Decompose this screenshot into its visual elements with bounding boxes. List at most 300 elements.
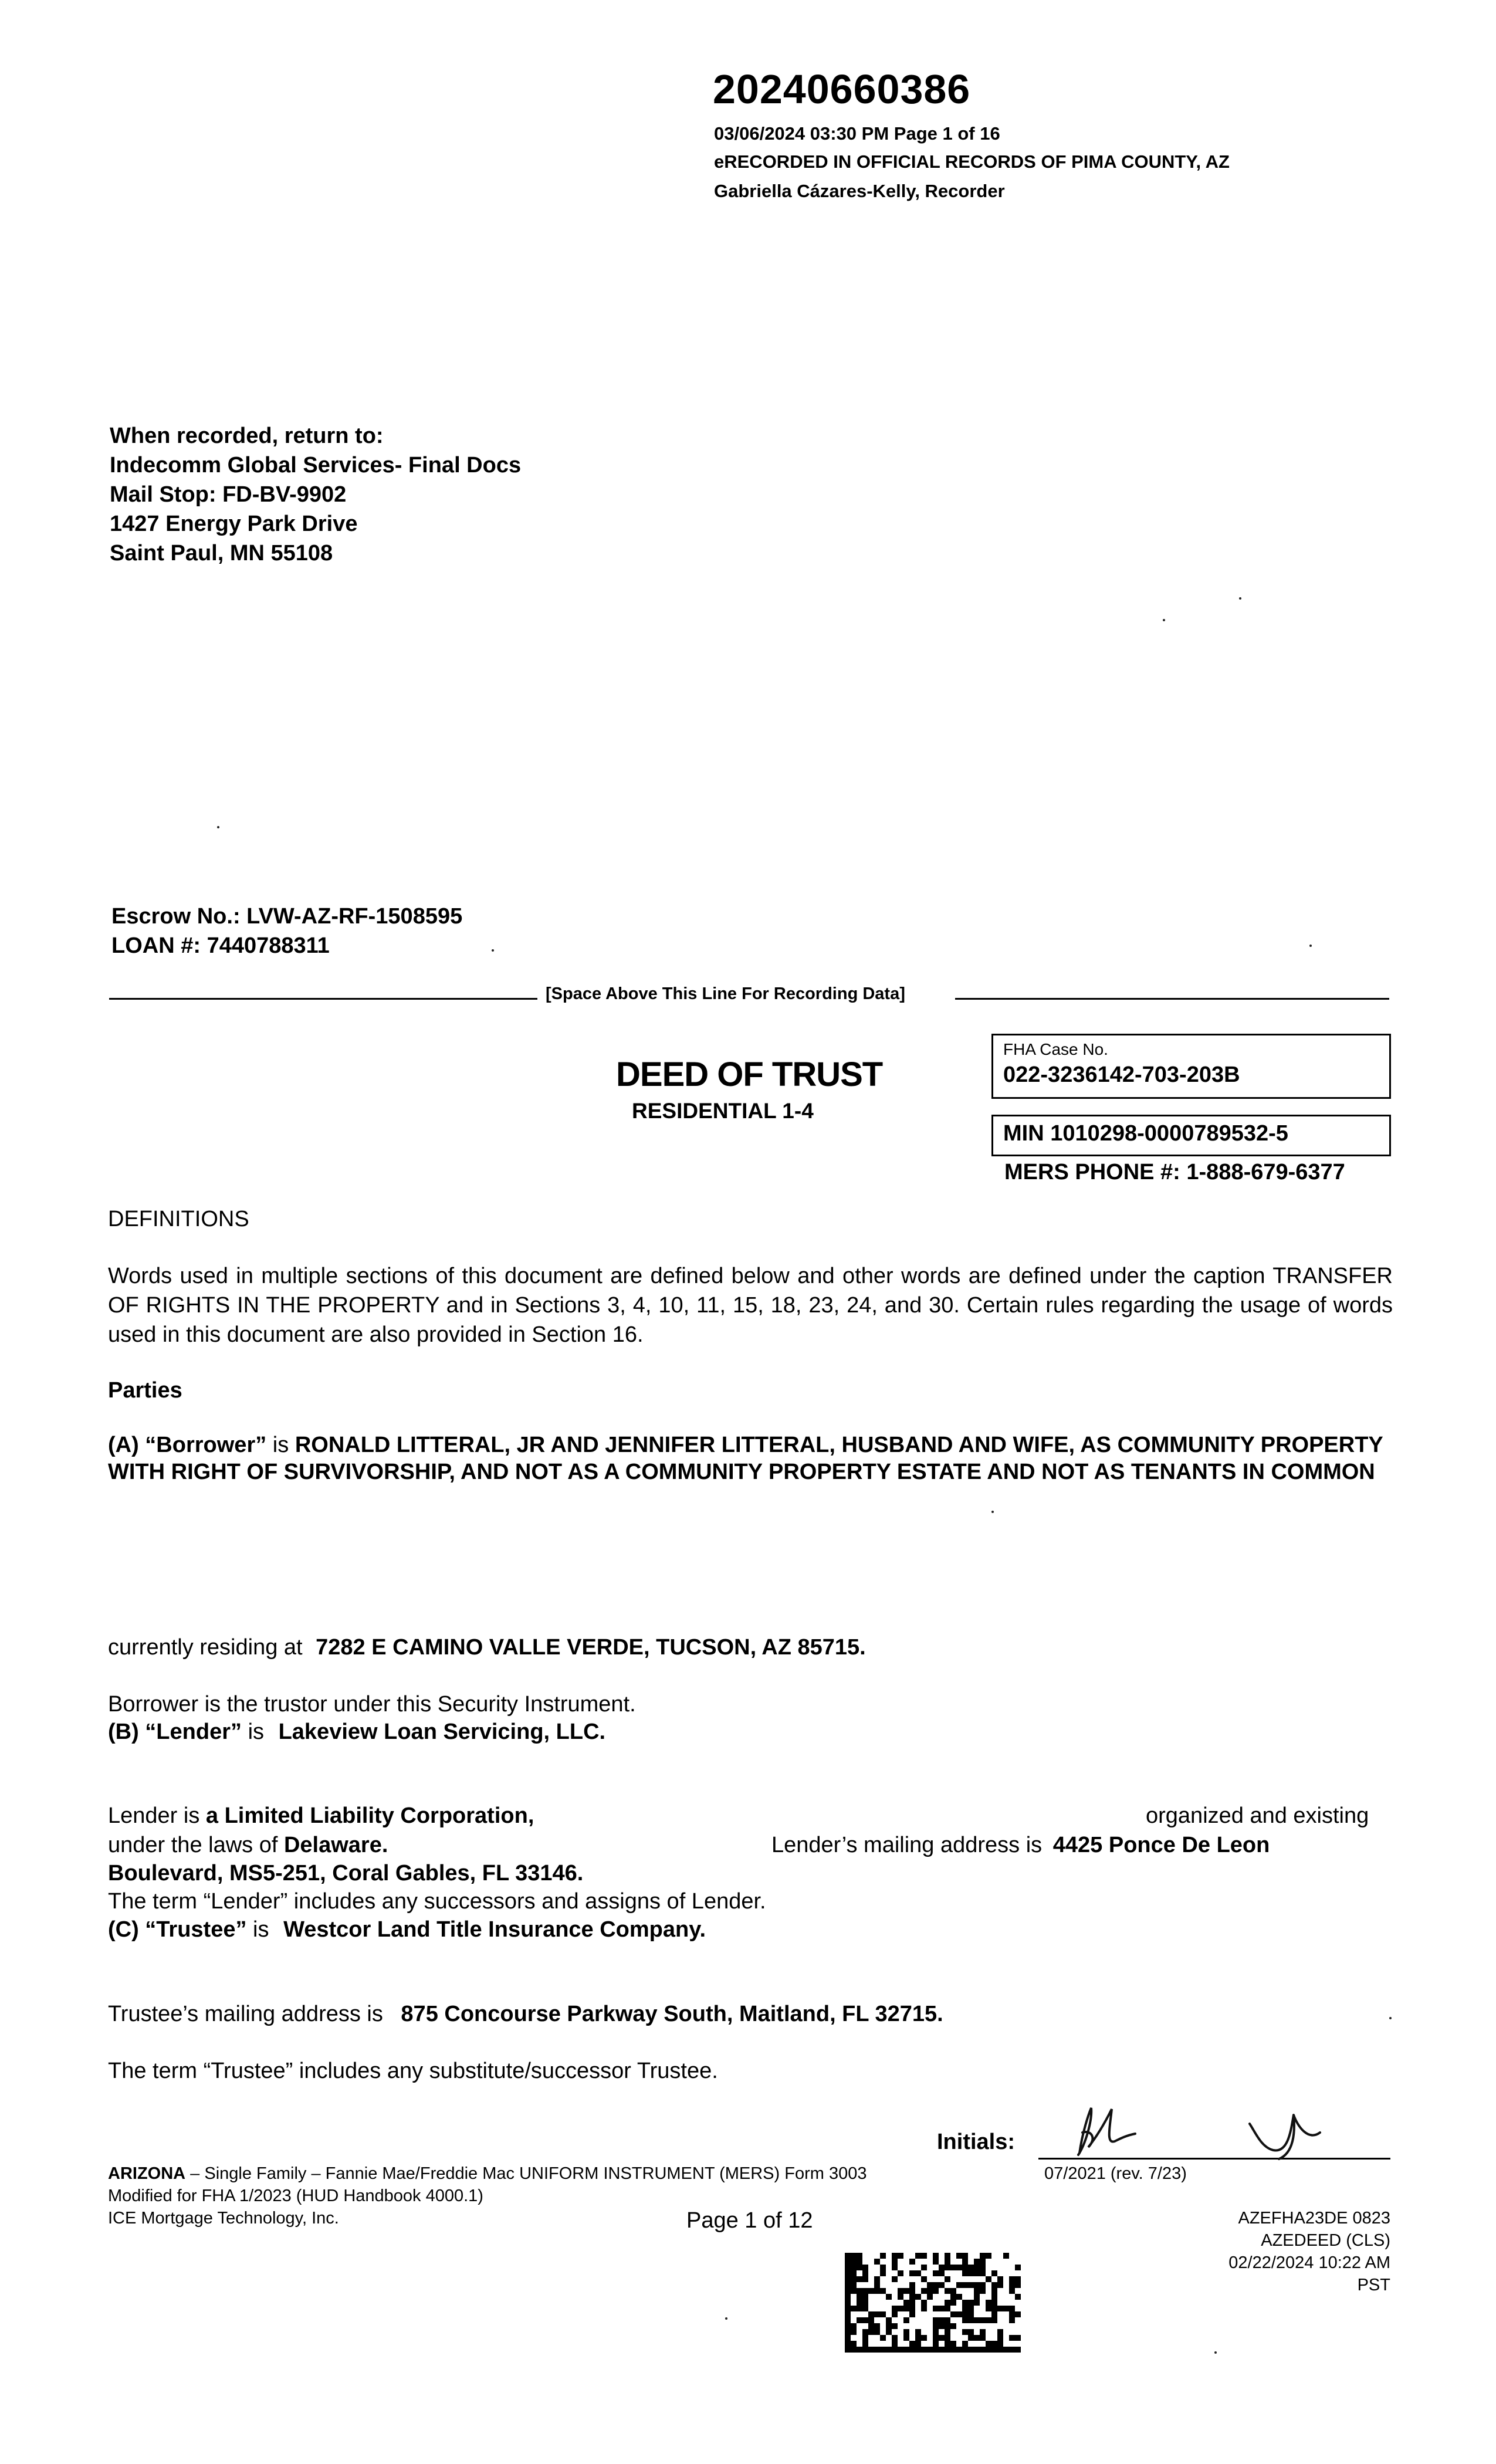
barcode-module	[933, 2329, 939, 2335]
return-to-line: Mail Stop: FD-BV-9902	[110, 482, 347, 507]
recording-office: eRECORDED IN OFFICIAL RECORDS OF PIMA COUNTY, AZ	[714, 151, 1230, 172]
barcode-module	[892, 2323, 898, 2329]
barcode-module	[845, 2335, 851, 2341]
barcode-module	[939, 2270, 945, 2276]
barcode-module	[974, 2270, 980, 2276]
fha-case-label: FHA Case No.	[1003, 1040, 1108, 1058]
barcode-module	[968, 2347, 974, 2353]
trustor-note: Borrower is the trustor under this Security Instrument.	[108, 1692, 636, 1717]
definitions-heading: DEFINITIONS	[108, 1207, 249, 1231]
barcode-module	[962, 2300, 968, 2306]
barcode-module	[886, 2294, 892, 2300]
barcode-module	[933, 2306, 939, 2311]
fha-case-number: 022-3236142-703-203B	[1003, 1062, 1240, 1087]
barcode-module	[1009, 2288, 1015, 2294]
barcode-module	[886, 2347, 892, 2353]
barcode-module	[903, 2300, 909, 2306]
barcode-module	[903, 2329, 909, 2335]
barcode-module	[921, 2300, 927, 2306]
scan-speck	[1163, 619, 1165, 621]
barcode-module	[845, 2270, 851, 2276]
barcode-module	[845, 2306, 851, 2311]
barcode-module	[857, 2288, 862, 2294]
barcode-module	[968, 2306, 974, 2311]
barcode-module	[962, 2282, 968, 2288]
barcode-module	[862, 2276, 868, 2282]
barcode-module	[962, 2347, 968, 2353]
barcode-module	[857, 2265, 862, 2270]
barcode-module	[909, 2270, 915, 2276]
barcode-module	[857, 2300, 862, 2306]
barcode-module	[962, 2311, 968, 2317]
scan-speck	[1309, 945, 1312, 947]
barcode-module	[845, 2259, 851, 2265]
barcode-module	[945, 2300, 950, 2306]
barcode-module	[950, 2300, 956, 2306]
barcode-module	[933, 2259, 939, 2265]
lender-mailing-address-cont: Boulevard, MS5-251, Coral Gables, FL 33146.	[108, 1861, 584, 1886]
barcode-module	[909, 2300, 915, 2306]
barcode-module	[862, 2265, 868, 2270]
fha-case-box	[991, 1034, 1391, 1099]
barcode-module	[909, 2282, 915, 2288]
barcode-module	[986, 2306, 991, 2311]
barcode-module	[980, 2317, 986, 2323]
barcode-module	[857, 2276, 862, 2282]
barcode-module	[903, 2335, 909, 2341]
footer-codes	[1203, 2207, 1390, 2296]
barcode-module	[997, 2341, 1003, 2347]
barcode-module	[986, 2341, 991, 2347]
barcode-module	[903, 2288, 909, 2294]
barcode-module	[991, 2294, 997, 2300]
scan-speck	[492, 949, 494, 952]
barcode-module	[945, 2276, 950, 2282]
barcode-module	[968, 2317, 974, 2323]
barcode-module	[880, 2335, 886, 2341]
barcode-module	[898, 2347, 903, 2353]
barcode-module	[945, 2317, 950, 2323]
barcode-module	[868, 2347, 874, 2353]
barcode-module	[950, 2341, 956, 2347]
barcode-module	[968, 2270, 974, 2276]
barcode-module	[874, 2259, 880, 2265]
barcode-module	[945, 2253, 950, 2259]
barcode-module	[845, 2276, 851, 2282]
recording-datetime: 03/06/2024 03:30 PM Page 1 of 16	[714, 123, 1000, 144]
barcode-module	[986, 2276, 991, 2282]
barcode-module	[950, 2265, 956, 2270]
mers-phone: MERS PHONE #: 1-888-679-6377	[1004, 1160, 1345, 1184]
barcode-module	[857, 2317, 862, 2323]
barcode-module	[980, 2335, 986, 2341]
barcode-module	[962, 2265, 968, 2270]
lender-mailing-address: Lender’s mailing address is 4425 Ponce De Leon	[771, 1833, 1270, 1857]
borrower-name: RONALD LITTERAL, JR AND JENNIFER LITTERAL, HUSBAND AND WIFE, AS COMMUNITY PROPERTY WITH RIGHT OF SURVIVORSHIP, AND NOT AS A COMMUNITY PROPERTY ESTATE AND NOT AS TENANTS IN COMMON	[108, 1433, 1383, 1484]
barcode-module	[962, 2317, 968, 2323]
footer-code: 02/22/2024 10:22 AM PST	[1228, 2253, 1390, 2294]
barcode-module	[874, 2323, 880, 2329]
barcode-module	[874, 2276, 880, 2282]
barcode-module	[880, 2347, 886, 2353]
barcode-module	[862, 2270, 868, 2276]
barcode-module	[945, 2341, 950, 2347]
document-title: DEED OF TRUST	[616, 1055, 883, 1094]
barcode-module	[968, 2300, 974, 2306]
document-subtitle: RESIDENTIAL 1-4	[632, 1099, 814, 1123]
barcode-module	[991, 2300, 997, 2306]
barcode-module	[851, 2306, 857, 2311]
barcode-module	[962, 2259, 968, 2265]
barcode-module	[915, 2294, 921, 2300]
barcode-module	[921, 2335, 927, 2341]
min-box	[991, 1115, 1391, 1156]
lender-definition: (B) “Lender” is Lakeview Loan Servicing, LLC.	[108, 1720, 606, 1744]
barcode-module	[945, 2259, 950, 2265]
scan-speck	[725, 2317, 727, 2320]
barcode-module	[980, 2265, 986, 2270]
barcode-module	[945, 2335, 950, 2341]
barcode-module	[898, 2294, 903, 2300]
escrow-number: Escrow No.: LVW-AZ-RF-1508595	[111, 904, 463, 929]
footer-form-line: ARIZONA – Single Family – Fannie Mae/Freddie Mac UNIFORM INSTRUMENT (MERS) Form 3003	[108, 2164, 867, 2183]
barcode-module	[857, 2347, 862, 2353]
barcode-module	[1009, 2282, 1015, 2288]
scan-speck	[991, 1511, 994, 1513]
barcode-module	[851, 2347, 857, 2353]
barcode-module	[997, 2276, 1003, 2282]
barcode-module	[986, 2300, 991, 2306]
recording-line-left	[109, 998, 537, 1000]
barcode-module	[874, 2329, 880, 2335]
barcode-module	[851, 2270, 857, 2276]
barcode-module	[845, 2288, 851, 2294]
barcode-module	[991, 2282, 997, 2288]
recording-line-right	[955, 998, 1389, 1000]
barcode-module	[909, 2259, 915, 2265]
barcode-module	[956, 2282, 962, 2288]
barcode-module	[1015, 2311, 1021, 2317]
barcode-module	[1003, 2253, 1009, 2259]
barcode-module	[1009, 2317, 1015, 2323]
barcode-module	[892, 2341, 898, 2347]
trustee-definition: (C) “Trustee” is Westcor Land Title Insurance Company.	[108, 1917, 706, 1942]
barcode-module	[892, 2259, 898, 2265]
barcode-module	[915, 2329, 921, 2335]
barcode-module	[974, 2294, 980, 2300]
barcode-module	[933, 2323, 939, 2329]
barcode-module	[939, 2317, 945, 2323]
barcode-module	[974, 2259, 980, 2265]
barcode-module	[909, 2341, 915, 2347]
barcode-module	[968, 2335, 974, 2341]
barcode-module	[851, 2288, 857, 2294]
barcode-module	[898, 2253, 903, 2259]
barcode-module	[880, 2253, 886, 2259]
barcode-module	[956, 2265, 962, 2270]
barcode-module	[974, 2300, 980, 2306]
barcode-module	[945, 2288, 950, 2294]
barcode-module	[845, 2347, 851, 2353]
barcode-module	[939, 2335, 945, 2341]
barcode-module	[950, 2323, 956, 2329]
barcode-module	[950, 2288, 956, 2294]
barcode-module	[986, 2253, 991, 2259]
barcode-module	[945, 2329, 950, 2335]
barcode-module	[874, 2282, 880, 2288]
barcode-module	[857, 2259, 862, 2265]
barcode-module	[939, 2306, 945, 2311]
barcode-module	[915, 2347, 921, 2353]
barcode-module	[933, 2270, 939, 2276]
barcode-module	[956, 2253, 962, 2259]
barcode-module	[892, 2265, 898, 2270]
trustee-term: The term “Trustee” includes any substitute/successor Trustee.	[108, 2059, 718, 2083]
barcode-module	[845, 2329, 851, 2335]
barcode	[845, 2253, 1021, 2353]
barcode-module	[974, 2265, 980, 2270]
barcode-module	[921, 2306, 927, 2311]
barcode-module	[892, 2335, 898, 2341]
footer-company: ICE Mortgage Technology, Inc.	[108, 2209, 339, 2228]
lender-state: under the laws of Delaware.	[108, 1833, 388, 1857]
barcode-module	[909, 2347, 915, 2353]
barcode-module	[915, 2270, 921, 2276]
barcode-module	[851, 2253, 857, 2259]
barcode-module	[862, 2347, 868, 2353]
trustee-mailing-address: Trustee’s mailing address is 875 Concourse Parkway South, Maitland, FL 32715.	[108, 2002, 943, 2026]
parties-heading: Parties	[108, 1378, 182, 1403]
barcode-module	[980, 2270, 986, 2276]
barcode-module	[874, 2311, 880, 2317]
barcode-module	[1003, 2306, 1009, 2311]
lender-entity: Lender is a Limited Liability Corporation,	[108, 1803, 534, 1828]
barcode-module	[857, 2253, 862, 2259]
barcode-module	[903, 2306, 909, 2311]
barcode-module	[962, 2270, 968, 2276]
trustee-name: Westcor Land Title Insurance Company.	[283, 1917, 706, 1942]
barcode-module	[868, 2317, 874, 2323]
barcode-module	[909, 2306, 915, 2311]
lender-term: The term “Lender” includes any successors and assigns of Lender.	[108, 1889, 766, 1914]
barcode-module	[851, 2259, 857, 2265]
barcode-module	[997, 2329, 1003, 2335]
barcode-module	[851, 2341, 857, 2347]
barcode-module	[845, 2341, 851, 2347]
barcode-module	[851, 2323, 857, 2329]
barcode-module	[956, 2347, 962, 2353]
barcode-module	[933, 2335, 939, 2341]
barcode-module	[909, 2311, 915, 2317]
barcode-module	[968, 2311, 974, 2317]
barcode-module	[974, 2347, 980, 2353]
recording-number: 20240660386	[713, 66, 971, 112]
barcode-module	[880, 2265, 886, 2270]
barcode-module	[956, 2294, 962, 2300]
barcode-module	[868, 2329, 874, 2335]
barcode-module	[886, 2323, 892, 2329]
barcode-module	[857, 2294, 862, 2300]
min-number: MIN 1010298-0000789532-5	[1003, 1121, 1288, 1146]
barcode-module	[868, 2311, 874, 2317]
barcode-module	[921, 2347, 927, 2353]
barcode-module	[968, 2282, 974, 2288]
barcode-module	[939, 2347, 945, 2353]
barcode-module	[1015, 2347, 1021, 2353]
barcode-module	[997, 2282, 1003, 2288]
barcode-module	[845, 2282, 851, 2288]
barcode-module	[1015, 2294, 1021, 2300]
barcode-module	[886, 2317, 892, 2323]
barcode-module	[915, 2341, 921, 2347]
barcode-module	[851, 2276, 857, 2282]
return-to-heading: When recorded, return to:	[110, 424, 384, 448]
barcode-module	[880, 2288, 886, 2294]
barcode-module	[927, 2282, 933, 2288]
barcode-module	[851, 2282, 857, 2288]
barcode-module	[939, 2282, 945, 2288]
barcode-module	[950, 2294, 956, 2300]
footer-page-number: Page 1 of 12	[686, 2208, 813, 2233]
barcode-module	[921, 2288, 927, 2294]
barcode-module	[991, 2317, 997, 2323]
barcode-module	[1015, 2276, 1021, 2282]
barcode-module	[915, 2335, 921, 2341]
scan-speck	[1214, 2351, 1217, 2354]
barcode-module	[845, 2323, 851, 2329]
barcode-module	[980, 2259, 986, 2265]
barcode-module	[874, 2288, 880, 2294]
barcode-module	[962, 2341, 968, 2347]
barcode-module	[1015, 2265, 1021, 2270]
initials-label: Initials:	[937, 2130, 1016, 2154]
barcode-module	[997, 2335, 1003, 2341]
barcode-module	[991, 2311, 997, 2317]
barcode-module	[862, 2317, 868, 2323]
barcode-module	[921, 2265, 927, 2270]
barcode-module	[921, 2253, 927, 2259]
barcode-module	[862, 2335, 868, 2341]
borrower-definition: (A) “Borrower” is RONALD LITTERAL, JR AND JENNIFER LITTERAL, HUSBAND AND WIFE, AS COMMUNITY PROPERTY WITH RIGHT OF SURVIVORSHIP, AND NOT AS A COMMUNITY PROPERTY ESTATE AND NOT AS TENANTS IN COMMON	[108, 1433, 1383, 1484]
barcode-module	[886, 2329, 892, 2335]
barcode-module	[1009, 2311, 1015, 2317]
recording-line-label: [Space Above This Line For Recording Data]	[546, 984, 905, 1003]
barcode-module	[862, 2306, 868, 2311]
barcode-module	[892, 2253, 898, 2259]
barcode-module	[868, 2288, 874, 2294]
barcode-module	[1009, 2335, 1015, 2341]
scan-speck	[1389, 2017, 1392, 2019]
barcode-module	[974, 2335, 980, 2341]
barcode-module	[1003, 2347, 1009, 2353]
barcode-module	[909, 2294, 915, 2300]
barcode-module	[986, 2317, 991, 2323]
barcode-module	[933, 2288, 939, 2294]
barcode-module	[997, 2306, 1003, 2311]
return-to-block	[110, 421, 521, 568]
barcode-module	[991, 2288, 997, 2294]
barcode-module	[851, 2329, 857, 2335]
barcode-module	[892, 2306, 898, 2311]
barcode-module	[845, 2253, 851, 2259]
barcode-module	[927, 2288, 933, 2294]
barcode-module	[845, 2294, 851, 2300]
barcode-module	[974, 2282, 980, 2288]
barcode-module	[962, 2329, 968, 2335]
barcode-module	[933, 2347, 939, 2353]
barcode-module	[903, 2317, 909, 2323]
scan-speck	[217, 826, 219, 828]
barcode-module	[862, 2288, 868, 2294]
lender-name: Lakeview Loan Servicing, LLC.	[278, 1720, 606, 1744]
barcode-module	[933, 2253, 939, 2259]
footer-code: AZEFHA23DE 0823	[1238, 2209, 1390, 2228]
barcode-module	[933, 2282, 939, 2288]
barcode-module	[857, 2306, 862, 2311]
barcode-module	[980, 2329, 986, 2335]
return-to-line: Indecomm Global Services- Final Docs	[110, 453, 522, 478]
barcode-module	[980, 2282, 986, 2288]
loan-number: LOAN #: 7440788311	[111, 933, 330, 958]
barcode-module	[862, 2329, 868, 2335]
definitions-intro: Words used in multiple sections of this document are defined below and other words are defined under the caption TRANSFER OF RIGHTS IN THE PROPERTY and in Sections 3, 4, 10, 11, 15, 18, 23, 24, and 30. Certain rules regarding the usage of words used in this document are also provided in Section 16.	[108, 1264, 1393, 1347]
barcode-module	[933, 2317, 939, 2323]
scan-speck	[1239, 597, 1241, 600]
barcode-module	[845, 2300, 851, 2306]
barcode-module	[991, 2341, 997, 2347]
barcode-module	[945, 2323, 950, 2329]
barcode-module	[921, 2276, 927, 2282]
barcode-module	[851, 2265, 857, 2270]
escrow-block	[111, 902, 462, 960]
initials-signature	[1056, 2097, 1349, 2162]
return-to-line: 1427 Energy Park Drive	[110, 512, 358, 536]
barcode-module	[986, 2347, 991, 2353]
footer-modified: Modified for FHA 1/2023 (HUD Handbook 4000.1)	[108, 2187, 483, 2205]
barcode-module	[939, 2323, 945, 2329]
barcode-module	[939, 2265, 945, 2270]
barcode-module	[898, 2306, 903, 2311]
borrower-address: currently residing at 7282 E CAMINO VALLE VERDE, TUCSON, AZ 85715.	[108, 1635, 866, 1660]
barcode-module	[892, 2276, 898, 2282]
barcode-module	[997, 2347, 1003, 2353]
barcode-module	[945, 2265, 950, 2270]
barcode-module	[1015, 2282, 1021, 2288]
barcode-module	[945, 2306, 950, 2311]
barcode-module	[927, 2347, 933, 2353]
barcode-module	[845, 2311, 851, 2317]
barcode-module	[862, 2300, 868, 2306]
barcode-module	[898, 2288, 903, 2294]
barcode-module	[1009, 2306, 1015, 2311]
barcode-module	[980, 2253, 986, 2259]
barcode-module	[974, 2317, 980, 2323]
barcode-module	[933, 2341, 939, 2347]
barcode-module	[874, 2347, 880, 2353]
barcode-module	[991, 2347, 997, 2353]
barcode-module	[968, 2329, 974, 2335]
barcode-module	[845, 2265, 851, 2270]
footer-form-date: 07/2021 (rev. 7/23)	[1044, 2164, 1187, 2183]
barcode-module	[974, 2288, 980, 2294]
barcode-module	[862, 2341, 868, 2347]
barcode-module	[950, 2311, 956, 2317]
barcode-module	[862, 2294, 868, 2300]
barcode-module	[980, 2288, 986, 2294]
recorder-name: Gabriella Cázares-Kelly, Recorder	[714, 181, 1005, 201]
barcode-module	[909, 2288, 915, 2294]
footer-code: AZEDEED (CLS)	[1261, 2231, 1390, 2250]
